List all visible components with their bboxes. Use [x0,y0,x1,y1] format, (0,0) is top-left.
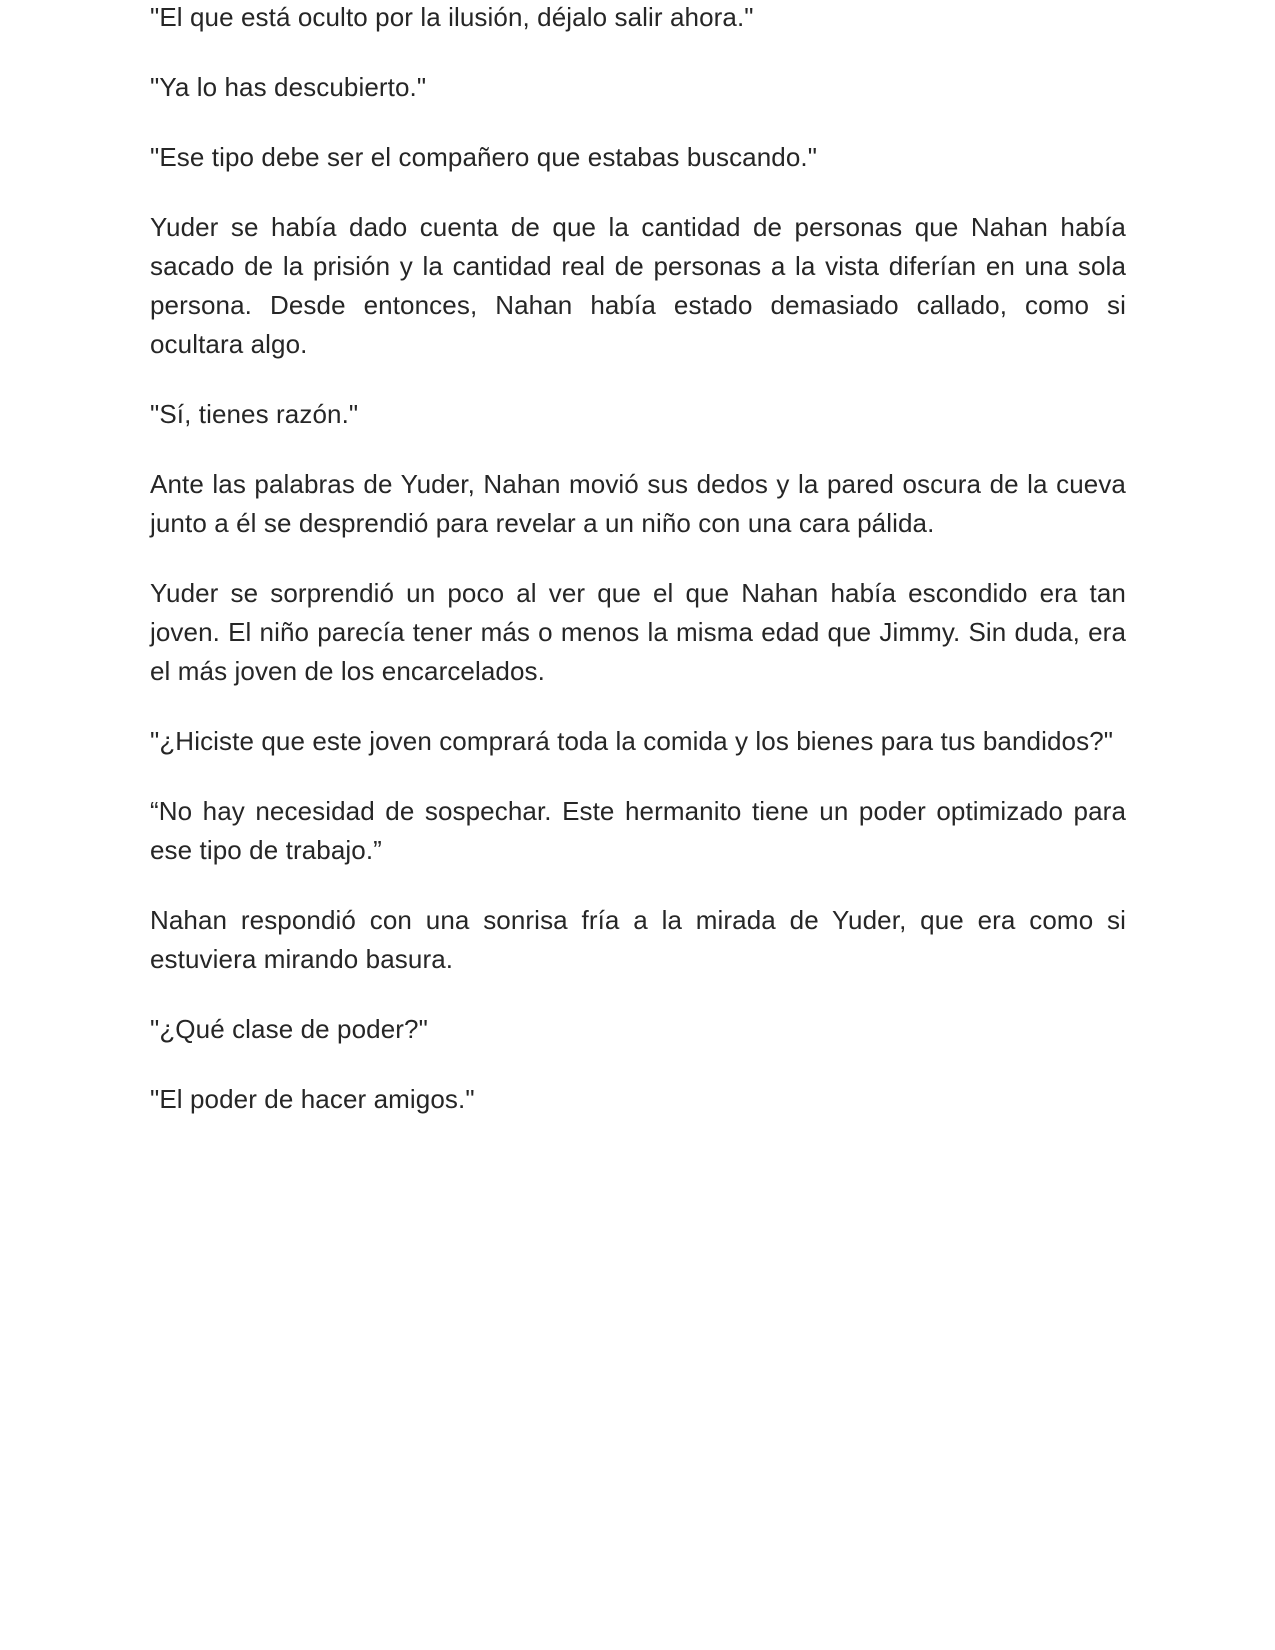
paragraph-2: "Ya lo has descubierto." [150,72,427,102]
paragraph-6: Ante las palabras de Yuder, Nahan movió sus dedos y la pared oscura de la cueva junto a él se desprendió para revelar a un niño con una cara pálida. [150,469,1126,538]
paragraph-1: "El que está oculto por la ilusión, déjalo salir ahora." [150,2,754,32]
paragraph-7: Yuder se sorprendió un poco al ver que el que Nahan había escondido era tan joven. El niño parecía tener más o menos la misma edad que Jimmy. Sin duda, era el más joven de los encarcelados. [150,578,1126,686]
paragraph-8: "¿Hiciste que este joven comprará toda la comida y los bienes para tus bandidos?" [150,726,1114,756]
paragraph-9: “No hay necesidad de sospechar. Este hermanito tiene un poder optimizado para ese tipo de trabajo.” [150,796,1126,865]
paragraph-11: "¿Qué clase de poder?" [150,1014,428,1044]
paragraph-4: Yuder se había dado cuenta de que la cantidad de personas que Nahan había sacado de la prisión y la cantidad real de personas a la vista diferían en una sola persona. Desde entonces, Nahan había estado demasiado callado, como si ocultara algo. [150,212,1126,359]
document-page [150,0,1126,1150]
paragraph-5: "Sí, tienes razón." [150,399,359,429]
paragraph-3: "Ese tipo debe ser el compañero que estabas buscando." [150,142,818,172]
paragraph-12: "El poder de hacer amigos." [150,1084,475,1114]
paragraph-10: Nahan respondió con una sonrisa fría a la mirada de Yuder, que era como si estuviera mirando basura. [150,905,1126,974]
